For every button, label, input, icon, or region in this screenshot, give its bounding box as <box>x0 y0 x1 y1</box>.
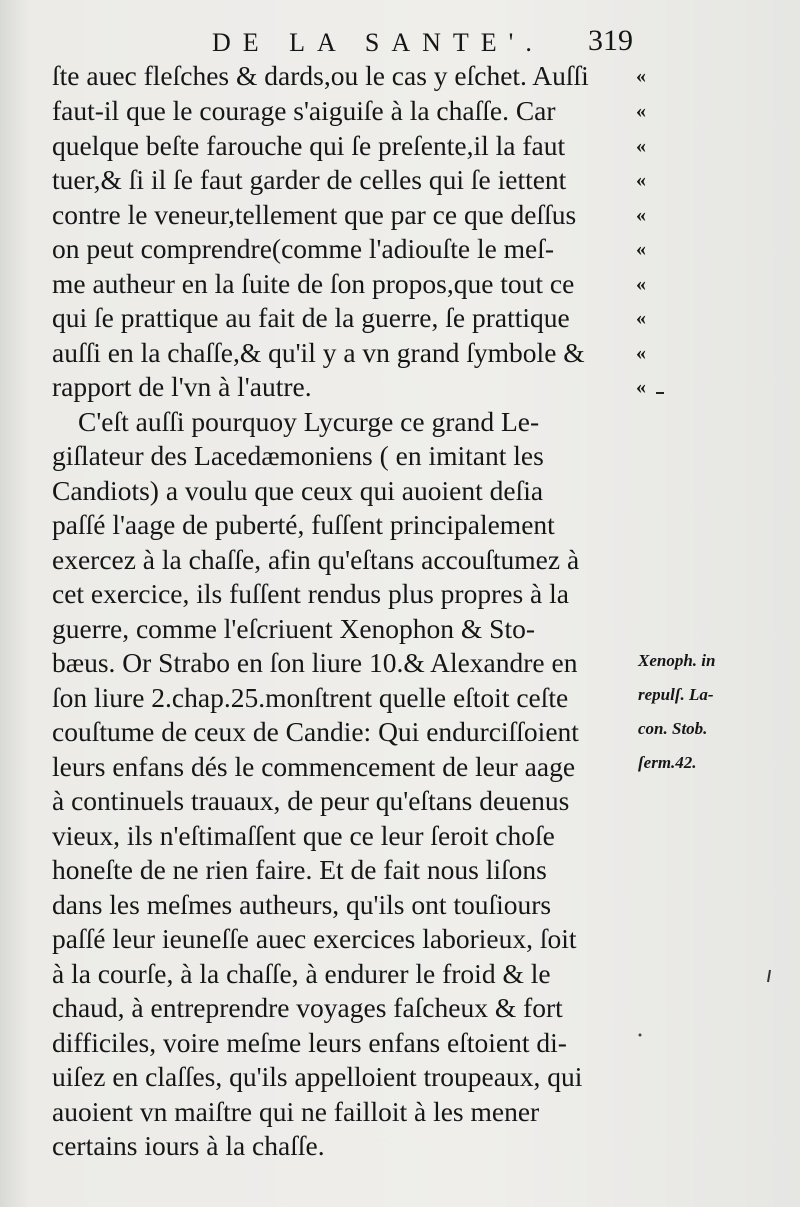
quotation-mark: « <box>636 376 646 398</box>
text-line: on peut comprendre(comme l'adiouſte le meſ- <box>52 233 555 264</box>
text-line: uiſez en claſſes, qu'ils appelloient troupeaux, qui <box>52 1061 583 1092</box>
quotation-mark: « <box>636 65 646 87</box>
text-line: à la courſe, à la chaſſe, à endurer le froid & le <box>52 958 551 989</box>
text-line: paſſé leur ieuneſſe auec exercices laborieux, ſoit <box>52 923 577 954</box>
text-line: rapport de l'vn à l'autre. <box>52 371 312 402</box>
page-number: 319 <box>588 24 633 57</box>
quotation-mark: « <box>636 135 646 157</box>
text-line: qui ſe prattique au fait de la guerre, ſe prattique <box>52 302 570 333</box>
quotation-mark: « <box>636 100 646 122</box>
text-line: difficiles, voire meſme leurs enfans eſtoient di- <box>52 1027 567 1058</box>
text-line: dans les meſmes autheurs, qu'ils ont touſiours <box>52 889 552 920</box>
text-line: auoient vn maiſtre qui ne failloit à les mener <box>52 1096 540 1127</box>
text-line: leurs enfans dés le commencement de leur aage <box>52 751 576 782</box>
quotation-mark: « <box>636 342 646 364</box>
text-line: vieux, ils n'eſtimaſſent que ce leur ſeroit choſe <box>52 820 555 851</box>
quotation-mark: « <box>636 238 646 260</box>
text-line: contre le veneur,tellement que par ce que deſſus <box>52 199 577 230</box>
marginal-note <box>638 644 798 780</box>
running-title: DE LA SANTE'. <box>212 28 544 57</box>
text-line: paſſé l'aage de puberté, fuſſent principalement <box>52 509 555 540</box>
marginal-note-line: ſerm.42. <box>638 753 697 772</box>
text-line: C'eſt auſſi pourquoy Lycurge ce grand Le- <box>78 406 540 437</box>
text-line: guerre, comme l'eſcriuent Xenophon & Sto- <box>52 613 536 644</box>
text-line: giſlateur des Lacedæmoniens ( en imitant les <box>52 440 544 471</box>
text-line: certains iours à la chaſſe. <box>52 1130 325 1161</box>
text-line: ſte auec fleſches & dards,ou le cas y eſchet. Auſſi <box>52 60 589 91</box>
quotation-mark: « <box>636 169 646 191</box>
text-line: bæus. Or Strabo en ſon liure 10.& Alexandre en <box>52 647 578 678</box>
text-line: ſon liure 2.chap.25.monſtrent quelle eſtoit ceſte <box>52 682 569 713</box>
text-line: exercez à la chaſſe, afin qu'eſtans accouſtumez à <box>52 544 580 575</box>
text-line: tuer,& ſi il ſe faut garder de celles qui ſe iettent <box>52 164 567 195</box>
marginal-note-line: con. Stob. <box>638 719 708 738</box>
text-line: quelque beſte farouche qui ſe preſente,il la faut <box>52 130 566 161</box>
quotation-mark: « <box>636 307 646 329</box>
text-line: Candiots) a voulu que ceux qui auoient deſia <box>52 475 544 506</box>
text-line: honeſte de ne rien faire. Et de fait nous liſons <box>52 854 547 885</box>
marginal-note-line: Xenoph. in <box>638 651 716 670</box>
text-line: cet exercice, ils fuſſent rendus plus propres à la <box>52 578 569 609</box>
text-line: faut-il que le courage s'aiguiſe à la chaſſe. Car <box>52 95 556 126</box>
quotation-mark: « <box>636 273 646 295</box>
text-line: chaud, à entreprendre voyages faſcheux & fort <box>52 992 563 1023</box>
text-line: à continuels trauaux, de peur qu'eſtans deuenus <box>52 785 570 816</box>
quotation-mark: « <box>636 204 646 226</box>
text-line: me autheur en la ſuite de ſon propos,que tout ce <box>52 268 575 299</box>
text-line: couſtume de ceux de Candie: Qui endurciſſoient <box>52 716 579 747</box>
marginal-note-line: repulſ. La- <box>638 685 714 704</box>
text-line: auſſi en la chaſſe,& qu'il y a vn grand ſymbole & <box>52 337 585 368</box>
